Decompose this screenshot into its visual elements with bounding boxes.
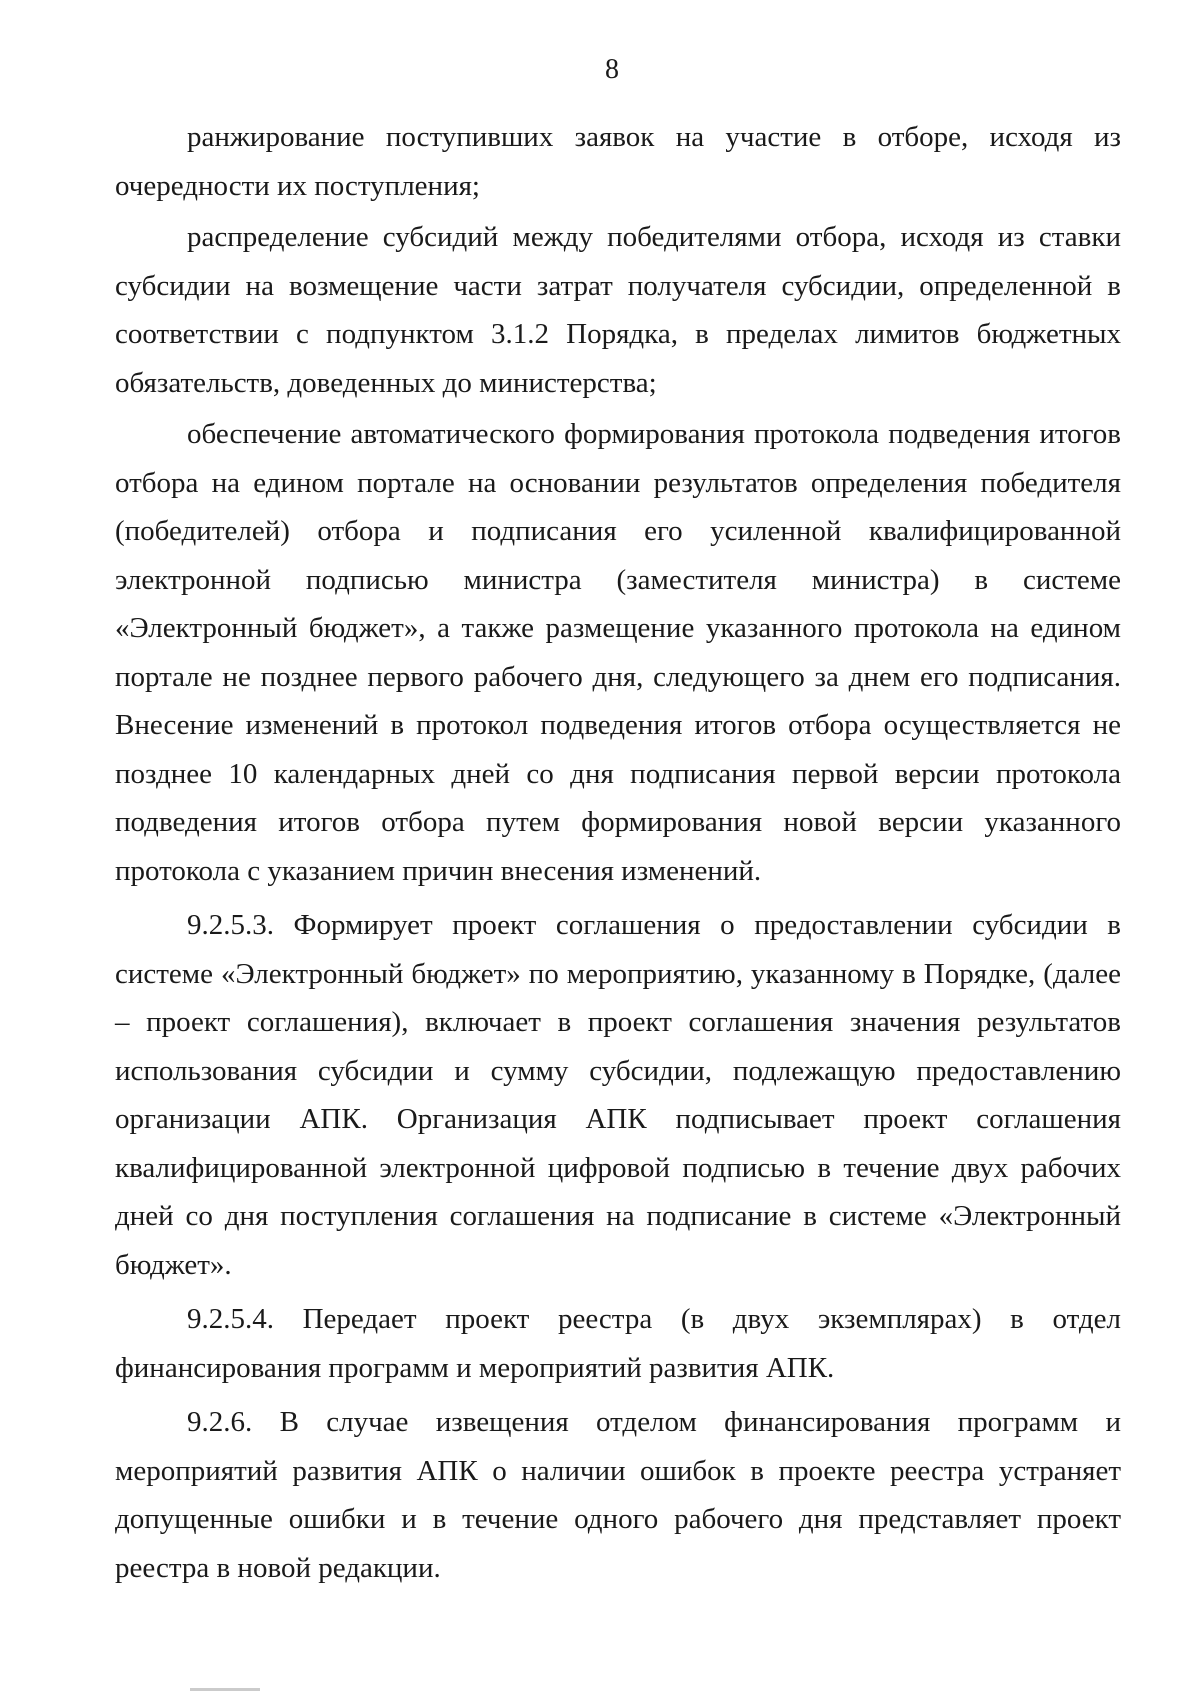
paragraph-ranking: ранжирование поступивших заявок на участие в отборе, исходя из очередности их поступления;	[115, 121, 1121, 202]
paragraph-9-2-5-4: 9.2.5.4. Передает проект реестра (в двух экземплярах) в отдел финансирования программ и мероприятий развития АПК.	[115, 1303, 1121, 1384]
page-number: 8	[605, 54, 619, 85]
bottom-scan-mark	[190, 1688, 260, 1691]
paragraph-9-2-6: 9.2.6. В случае извещения отделом финансирования программ и мероприятий развития АПК о наличии ошибок в проекте реестра устраняет допущенные ошибки и в течение одного рабочего дня представляет проект реестра в новой редакции.	[115, 1406, 1121, 1584]
paragraph-9-2-5-3: 9.2.5.3. Формирует проект соглашения о предоставлении субсидии в системе «Электронный бюджет» по мероприятию, указанному в Порядке, (далее – проект соглашения), включает в проект соглашения значения результатов использования субсидии и сумму субсидии, подлежащую предоставлению организации АПК. Организация АПК подписывает проект соглашения квалифицированной электронной цифровой подписью в течение двух рабочих дней со дня поступления соглашения на подписание в системе «Электронный бюджет».	[115, 909, 1121, 1281]
paragraph-distribution: распределение субсидий между победителями отбора, исходя из ставки субсидии на возмещение части затрат получателя субсидии, определенной в соответствии с подпунктом 3.1.2 Порядка, в пределах лимитов бюджетных обязательств, доведенных до министерства;	[115, 221, 1121, 399]
document-body	[115, 113, 1121, 1592]
paragraph-protocol: обеспечение автоматического формирования протокола подведения итогов отбора на едином портале на основании результатов определения победителя (победителей) отбора и подписания его усиленной квалифицированной электронной подписью министра (заместителя министра) в системе «Электронный бюджет», а также размещение указанного протокола на едином портале не позднее первого рабочего дня, следующего за днем его подписания. Внесение изменений в протокол подведения итогов отбора осуществляется не позднее 10 календарных дней со дня подписания первой версии протокола подведения итогов отбора путем формирования новой версии указанного протокола с указанием причин внесения изменений.	[115, 418, 1121, 887]
